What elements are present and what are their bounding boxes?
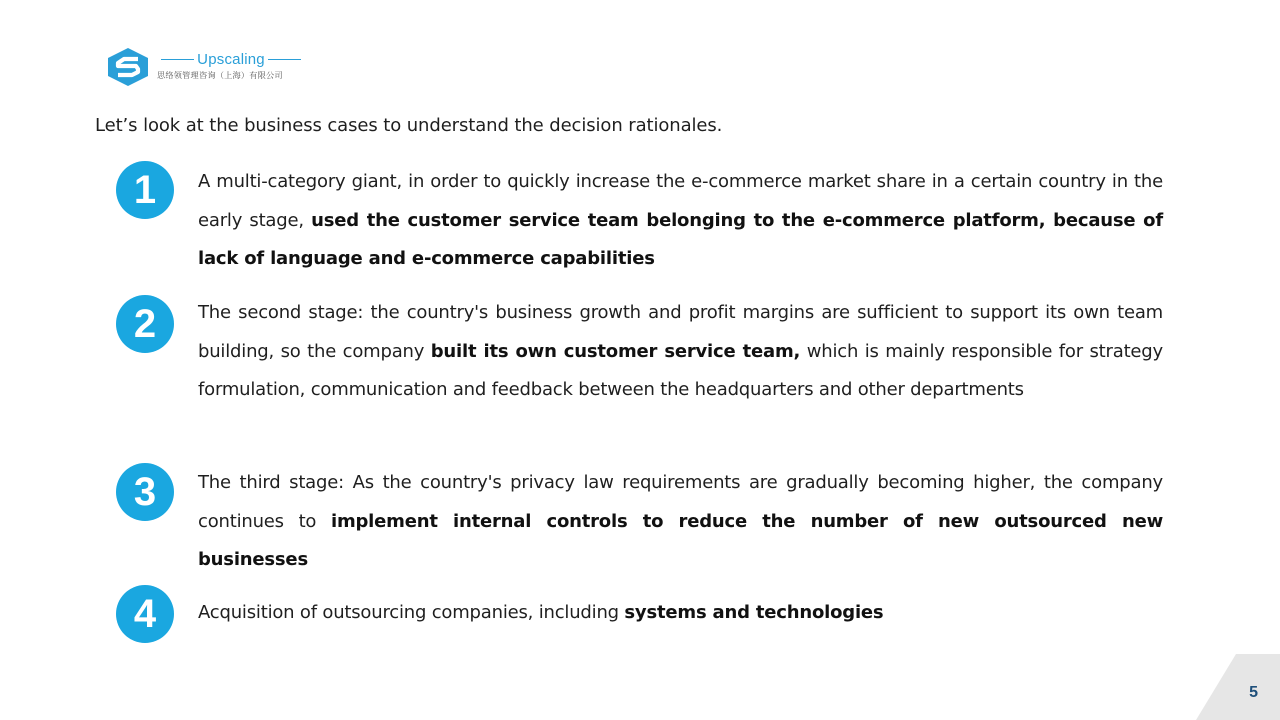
logo-subtitle: 思络领管理咨询（上海）有限公司 bbox=[157, 70, 283, 80]
case-text bbox=[198, 464, 1163, 580]
logo-wordmark bbox=[161, 51, 301, 68]
number-badge: 1 bbox=[116, 161, 174, 219]
upscaling-logo-icon bbox=[105, 46, 151, 88]
case-text-regular: The second stage: the country's business growth and profit margins are sufficient to support its own team building, so the company bbox=[198, 302, 1163, 362]
case-text-bold: systems and technologies bbox=[624, 602, 884, 623]
page-number: 5 bbox=[1249, 684, 1258, 701]
case-text bbox=[198, 594, 1163, 633]
case-text bbox=[198, 294, 1163, 410]
case-text-regular: The third stage: As the country's privacy law requirements are gradually becoming higher, the company continues to bbox=[198, 472, 1163, 532]
case-text bbox=[198, 163, 1163, 279]
case-text-regular: A multi-category giant, in order to quickly increase the e-commerce market share in a certain country in the early stage, bbox=[198, 171, 1163, 231]
case-text-bold: implement internal controls to reduce the number of new outsourced new businesses bbox=[198, 510, 1164, 570]
number-badge: 4 bbox=[116, 585, 174, 643]
case-text-regular: Acquisition of outsourcing companies, including bbox=[198, 602, 625, 623]
case-text-bold: used the customer service team belonging to the e-commerce platform, because of lack of language and e-commerce capabilities bbox=[198, 209, 1163, 269]
case-text-regular-after: which is mainly responsible for strategy formulation, communication and feedback between the headquarters and other departments bbox=[198, 340, 1163, 400]
case-text-bold: built its own customer service team, bbox=[430, 340, 801, 362]
company-logo bbox=[105, 46, 305, 86]
logo-name-text: Upscaling bbox=[197, 51, 265, 68]
corner-decoration bbox=[1196, 654, 1280, 720]
intro-text: Let’s look at the business cases to understand the decision rationales. bbox=[95, 115, 723, 136]
number-badge: 3 bbox=[116, 463, 174, 521]
number-badge: 2 bbox=[116, 295, 174, 353]
